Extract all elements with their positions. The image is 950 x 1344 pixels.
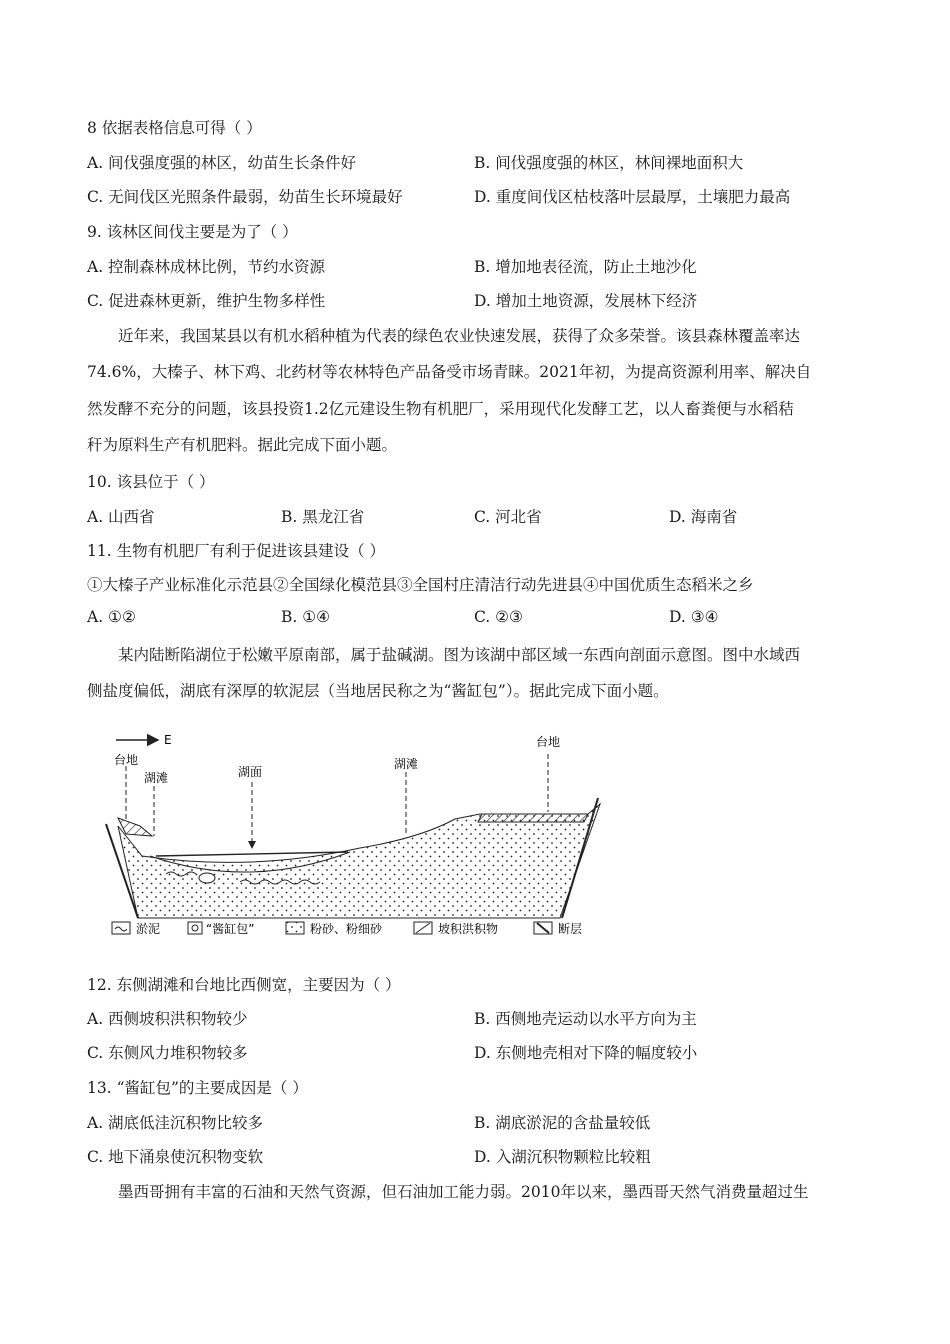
passage4-line-1: 墨西哥拥有丰富的石油和天然气资源，但石油加工能力弱。2010年以来，墨西哥天然气消费量超过生 [118,1183,809,1201]
q9-option-d[interactable]: D. 增加土地资源，发展林下经济 [474,292,698,310]
legend-fault-label: 断层 [558,922,583,936]
q10-option-a[interactable]: A. 山西省 [87,508,155,526]
q8-option-b[interactable]: B. 间伐强度强的林区，林间裸地面积大 [474,154,744,172]
legend-sand-swatch [286,922,304,934]
q11-items: ①大榛子产业标准化示范县②全国绿化模范县③全国村庄清洁行动先进县④中国优质生态稻米之乡 [87,576,754,594]
passage2-line-3: 然发酵不充分的问题，该县投资1.2亿元建设生物有机肥厂，采用现代化发酵工艺，以人畜粪便与水稻秸 [87,400,794,418]
passage3-line-1: 某内陆断陷湖位于松嫩平原南部，属于盐碱湖。图为该湖中部区域一东西向剖面示意图。图中水域西 [118,646,801,664]
q9-option-b[interactable]: B. 增加地表径流，防止土地沙化 [474,258,697,276]
label-lake-surface: 湖面 [238,765,263,779]
passage2-line-4: 秆为原料生产有机肥料。据此完成下面小题。 [87,436,398,454]
direction-label: E [164,733,172,747]
q10-stem: 10. 该县位于（ ） [87,473,215,491]
label-east-tableland: 台地 [536,735,561,749]
q12-option-d[interactable]: D. 东侧地壳相对下降的幅度较小 [474,1044,698,1062]
jianggangbao-deposit [199,873,215,883]
label-west-tableland: 台地 [114,753,139,767]
legend-deposit-label: 坡积洪积物 [438,922,499,936]
q13-stem: 13. “酱缸包”的主要成因是（ ） [87,1079,308,1097]
label-west-beach: 湖滩 [144,771,169,785]
q12-option-b[interactable]: B. 西侧地壳运动以水平方向为主 [474,1010,697,1028]
passage3-line-2: 侧盐度偏低，湖底有深厚的软泥层（当地居民称之为“酱缸包”）。据此完成下面小题。 [87,682,669,700]
q10-option-c[interactable]: C. 河北省 [474,508,542,526]
east-slope-deposit [478,814,588,822]
passage2-line-1: 近年来，我国某县以有机水稻种植为代表的绿色农业快速发展，获得了众多荣誉。该县森林覆盖率达 [118,327,801,345]
legend-sand-label: 粉砂、粉细砂 [310,922,383,936]
q11-option-d[interactable]: D. ③④ [669,608,719,626]
q13-option-c[interactable]: C. 地下涌泉使沉积物变软 [87,1148,264,1166]
q11-stem: 11. 生物有机肥厂有利于促进该县建设（ ） [87,542,386,560]
q8-option-d[interactable]: D. 重度间伐区枯枝落叶层最厚，土壤肥力最高 [474,188,791,206]
q11-option-a[interactable]: A. ①② [87,608,136,626]
legend-silt-label: 淤泥 [136,922,161,936]
q12-stem: 12. 东侧湖滩和台地比西侧宽，主要因为（ ） [87,976,401,994]
passage2-line-2: 74.6%，大榛子、林下鸡、北药材等农林特色产品备受市场青睐。2021年初，为提高资源利用率、解决自 [87,363,812,381]
q13-option-b[interactable]: B. 湖底淤泥的含盐量较低 [474,1114,651,1132]
q9-option-a[interactable]: A. 控制森林成林比例，节约水资源 [87,258,326,276]
legend-silt-swatch [112,922,130,934]
q11-option-b[interactable]: B. ①④ [281,608,331,626]
q13-option-d[interactable]: D. 入湖沉积物颗粒比较粗 [474,1148,651,1166]
q11-option-c[interactable]: C. ②③ [474,608,523,626]
q9-option-c[interactable]: C. 促进森林更新，维护生物多样性 [87,292,326,310]
q8-option-c[interactable]: C. 无间伐区光照条件最弱，幼苗生长环境最好 [87,188,403,206]
legend-jianggangbao-label: “酱缸包” [206,922,255,936]
q10-option-d[interactable]: D. 海南省 [669,508,738,526]
q8-option-a[interactable]: A. 间伐强度强的林区，幼苗生长条件好 [87,154,357,172]
figure-legend [110,916,610,942]
q8-stem: 8 依据表格信息可得（ ） [87,119,262,137]
q12-option-c[interactable]: C. 东侧风力堆积物较多 [87,1044,248,1062]
lake-cross-section-figure [100,724,610,944]
legend-jianggangbao-swatch [188,922,202,934]
label-east-beach: 湖滩 [394,757,419,771]
q12-option-a[interactable]: A. 西侧坡积洪积物较少 [87,1010,248,1028]
q13-option-a[interactable]: A. 湖底低洼沉积物比较多 [87,1114,264,1132]
q10-option-b[interactable]: B. 黑龙江省 [281,508,365,526]
q9-stem: 9. 该林区间伐主要是为了（ ） [87,223,298,241]
